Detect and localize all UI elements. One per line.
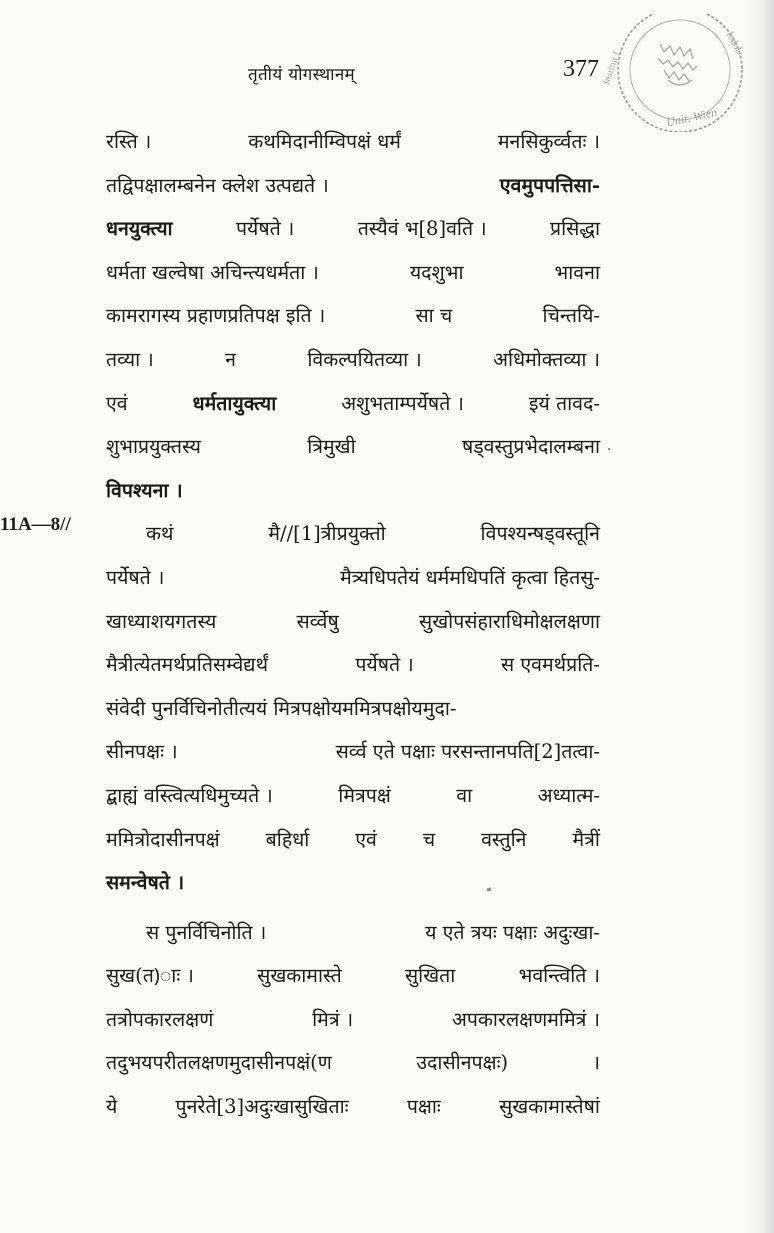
margin-folio-note: 11A—8// [0, 514, 71, 535]
text-segment: संवेदी पुनर्विचिनोतीत्ययं मित्रपक्षोयममित्रपक्षोयमुदा- [106, 696, 457, 720]
stamp-text: Unir. Wien [665, 105, 719, 130]
text-segment: प्रसिद्धा [550, 217, 600, 241]
text-segment: पर्येषते । [355, 653, 414, 677]
text-segment: विकल्पयितव्या । [307, 347, 422, 371]
text-segment: अशुभताम्पर्येषते । [341, 391, 464, 415]
text-segment: ये [106, 1095, 118, 1119]
text-line [106, 774, 600, 818]
text-segment: सुख(त)ाः । [106, 964, 194, 988]
text-line [106, 861, 600, 905]
svg-text:Institut f.: Institut f. [600, 47, 624, 87]
text-line [106, 954, 600, 998]
paragraph-1 [106, 120, 600, 512]
text-segment: खाध्याशयगतस्य [106, 609, 217, 633]
text-line [106, 911, 600, 955]
text-segment: द्बाह्यं वस्त्वित्यधिमुच्यते । [106, 783, 273, 807]
text-segment: षड्वस्तुप्रभेदालम्बना [461, 435, 600, 459]
text-segment: विपश्यना । [106, 478, 183, 502]
text-line [106, 120, 600, 164]
text-segment: य एते त्रयः पक्षाः अदुःखा- [425, 920, 600, 944]
text-line [106, 294, 600, 338]
text-segment: च [422, 827, 436, 851]
text-segment: न [225, 347, 236, 371]
text-segment: । [592, 1051, 600, 1075]
paragraph-2 [106, 512, 600, 904]
text-line [106, 164, 600, 208]
text-segment: शुभाप्रयुक्तस्य [106, 435, 201, 459]
text-segment: पर्येषते । [106, 565, 165, 589]
library-stamp [598, 14, 758, 132]
scan-speck [608, 448, 610, 450]
text-segment: मैत्र्यधिपतेयं धर्ममधिपतिं कृत्वा हितसु- [340, 565, 600, 589]
text-segment: मनसिकुर्व्वतः । [497, 130, 600, 153]
text-line [106, 338, 600, 382]
text-segment: विपश्यन्षड्वस्तूनि [480, 522, 600, 546]
text-segment: एवं [106, 391, 128, 415]
text-segment: तत्रोपकारलक्षणं [106, 1007, 214, 1031]
text-segment: बहिर्धा [265, 827, 310, 851]
text-segment: एवमुपपत्तिसा- [499, 173, 600, 197]
text-segment: धर्मता खल्वेषा अचिन्त्यधर्मता । [106, 260, 319, 284]
text-segment: सुखिता [404, 964, 456, 988]
text-segment: सुखकामास्ते [257, 964, 342, 988]
text-line [106, 998, 600, 1042]
text-segment: कथं [146, 522, 174, 546]
text-segment: तदुभयपरीतलक्षणमुदासीनपक्षं(ण [106, 1051, 332, 1075]
text-line [106, 207, 600, 251]
text-segment: त्रिमुखी [307, 435, 356, 459]
page-number: 377 [563, 56, 599, 82]
text-segment: तद्विपक्षालम्बनेन क्लेश उत्पद्यते । [106, 173, 329, 197]
text-line [106, 600, 600, 644]
text-segment: वस्तुनि [481, 827, 527, 851]
text-segment: तस्यैवं भ[8]वति । [357, 217, 487, 241]
text-line [106, 251, 600, 295]
text-line [106, 1085, 600, 1129]
text-segment: उदासीनपक्षः) [416, 1051, 509, 1075]
text-segment: सुखोपसंहाराधिमोक्षलक्षणा [419, 609, 600, 633]
text-line [106, 687, 600, 731]
text-segment: सुखकामास्तेषां [499, 1095, 600, 1119]
text-segment: अधिमोक्तव्या । [493, 347, 600, 371]
text-segment: पर्येषते । [235, 217, 295, 241]
scan-edge-shadow [748, 0, 774, 1233]
paragraph-3 [106, 911, 600, 1129]
text-segment: पक्षाः [406, 1095, 441, 1119]
text-segment: मैत्रीत्येतमर्थप्रतिसम्वेद्यर्थं [106, 653, 269, 677]
text-line [106, 512, 600, 556]
text-segment: स पुनर्विचिनोति । [146, 920, 267, 944]
text-segment: कथमिदानीम्विपक्षं धर्मं [248, 130, 401, 153]
text-segment: धनयुक्त्या [106, 217, 173, 241]
text-segment: सा च [415, 304, 453, 328]
text-line [106, 818, 600, 862]
text-line [106, 730, 600, 774]
text-segment: चिन्तयि- [542, 304, 600, 328]
text-segment: कामरागस्य प्रहाणप्रतिपक्ष इति । [106, 304, 326, 328]
text-line [106, 425, 600, 469]
running-head: तृतीयं योगस्थानम् [248, 65, 356, 85]
text-segment: धर्मतायुक्त्या [192, 391, 277, 415]
text-line [106, 469, 600, 513]
text-segment: यदशुभा [409, 260, 464, 284]
text-segment: वा [456, 783, 473, 807]
text-segment: अध्यात्म- [537, 783, 600, 807]
text-segment: मित्रं । [312, 1007, 354, 1031]
text-segment: सीनपक्षः । [106, 740, 178, 764]
text-segment: सर्व्वेषु [296, 609, 339, 633]
text-segment: तव्या । [106, 347, 154, 371]
text-line [106, 643, 600, 687]
text-segment: एवं [355, 827, 377, 851]
text-segment: भवन्त्विति । [518, 964, 600, 988]
text-segment: समन्वेषते । [106, 871, 185, 895]
text-segment: सर्व्व एते पक्षाः परसन्तानपति[2]तत्वा- [335, 740, 600, 764]
text-segment: भावना [554, 260, 600, 284]
text-segment: मित्रपक्षं [338, 783, 391, 807]
text-segment: अपकारलक्षणममित्रं । [451, 1007, 600, 1031]
text-segment: स एवमर्थप्रति- [501, 653, 600, 677]
text-line [106, 556, 600, 600]
text-segment: मैत्रीं [572, 827, 600, 851]
text-segment: इयं तावद- [528, 391, 600, 415]
text-line [106, 382, 600, 426]
text-segment: पुनरेते[3]अदुःखासुखिताः [175, 1095, 349, 1119]
text-segment: ममित्रोदासीनपक्षं [106, 827, 220, 851]
text-segment: रस्ति । [106, 130, 152, 153]
text-line [106, 1041, 600, 1085]
svg-text:Indol.: Indol. [723, 30, 745, 56]
body-text [106, 120, 600, 1129]
text-segment: मै//[1]त्रीप्रयुक्तो [268, 522, 386, 546]
